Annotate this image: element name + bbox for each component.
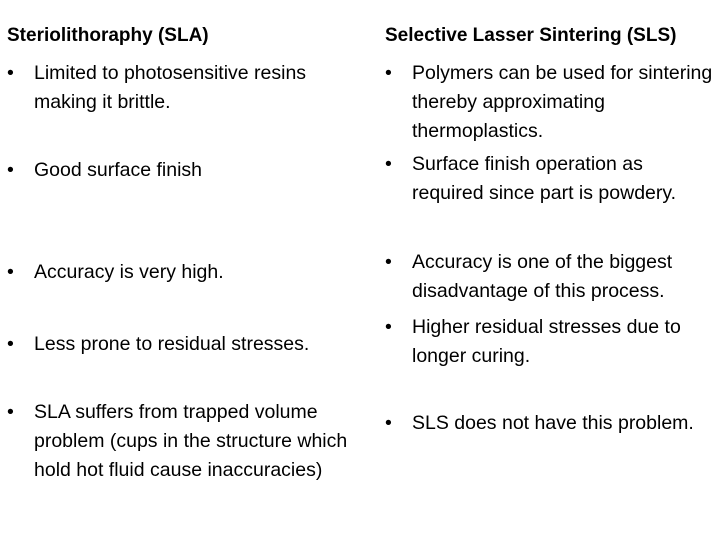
bullet-icon: • <box>7 159 14 181</box>
sla-item-text: Less prone to residual stresses. <box>34 333 310 355</box>
bullet-icon: • <box>385 153 392 175</box>
bullet-icon: • <box>385 251 392 273</box>
sla-heading: Steriolithoraphy (SLA) <box>7 25 209 46</box>
bullet-icon: • <box>385 412 392 434</box>
sls-item-polymers <box>385 59 717 146</box>
sls-item-accuracy <box>385 248 717 306</box>
bullet-icon: • <box>7 401 14 423</box>
sla-item-trapped-volume <box>7 398 369 485</box>
bullet-icon: • <box>7 261 14 283</box>
bullet-icon: • <box>385 62 392 84</box>
sls-heading: Selective Lasser Sintering (SLS) <box>385 25 677 46</box>
sla-item-residual-stress <box>7 330 369 359</box>
bullet-icon: • <box>7 333 14 355</box>
sla-item-text: Accuracy is very high. <box>34 261 224 283</box>
bullet-icon: • <box>385 316 392 338</box>
sla-item-accuracy <box>7 258 369 287</box>
sls-item-trapped-volume <box>385 409 717 438</box>
sls-item-text: Accuracy is one of the biggest disadvantage of this process. <box>412 251 673 302</box>
sls-item-text: Surface finish operation as required since part is powdery. <box>412 153 677 204</box>
sla-item-text: Limited to photosensitive resins making it brittle. <box>34 62 307 113</box>
sls-item-text: Polymers can be used for sintering thereby approximating thermoplastics. <box>412 62 713 142</box>
sls-item-residual-stress <box>385 313 717 371</box>
sla-item-photosensitive <box>7 59 369 117</box>
bullet-icon: • <box>7 62 14 84</box>
sls-item-text: Higher residual stresses due to longer curing. <box>412 316 681 367</box>
sla-item-text: Good surface finish <box>34 159 203 181</box>
sls-item-text: SLS does not have this problem. <box>412 412 694 434</box>
sla-item-surface-finish <box>7 156 369 185</box>
sls-item-surface-finish <box>385 150 717 208</box>
sla-item-text: SLA suffers from trapped volume problem (cups in the structure which hold hot fluid cause inaccuracies) <box>34 401 348 481</box>
